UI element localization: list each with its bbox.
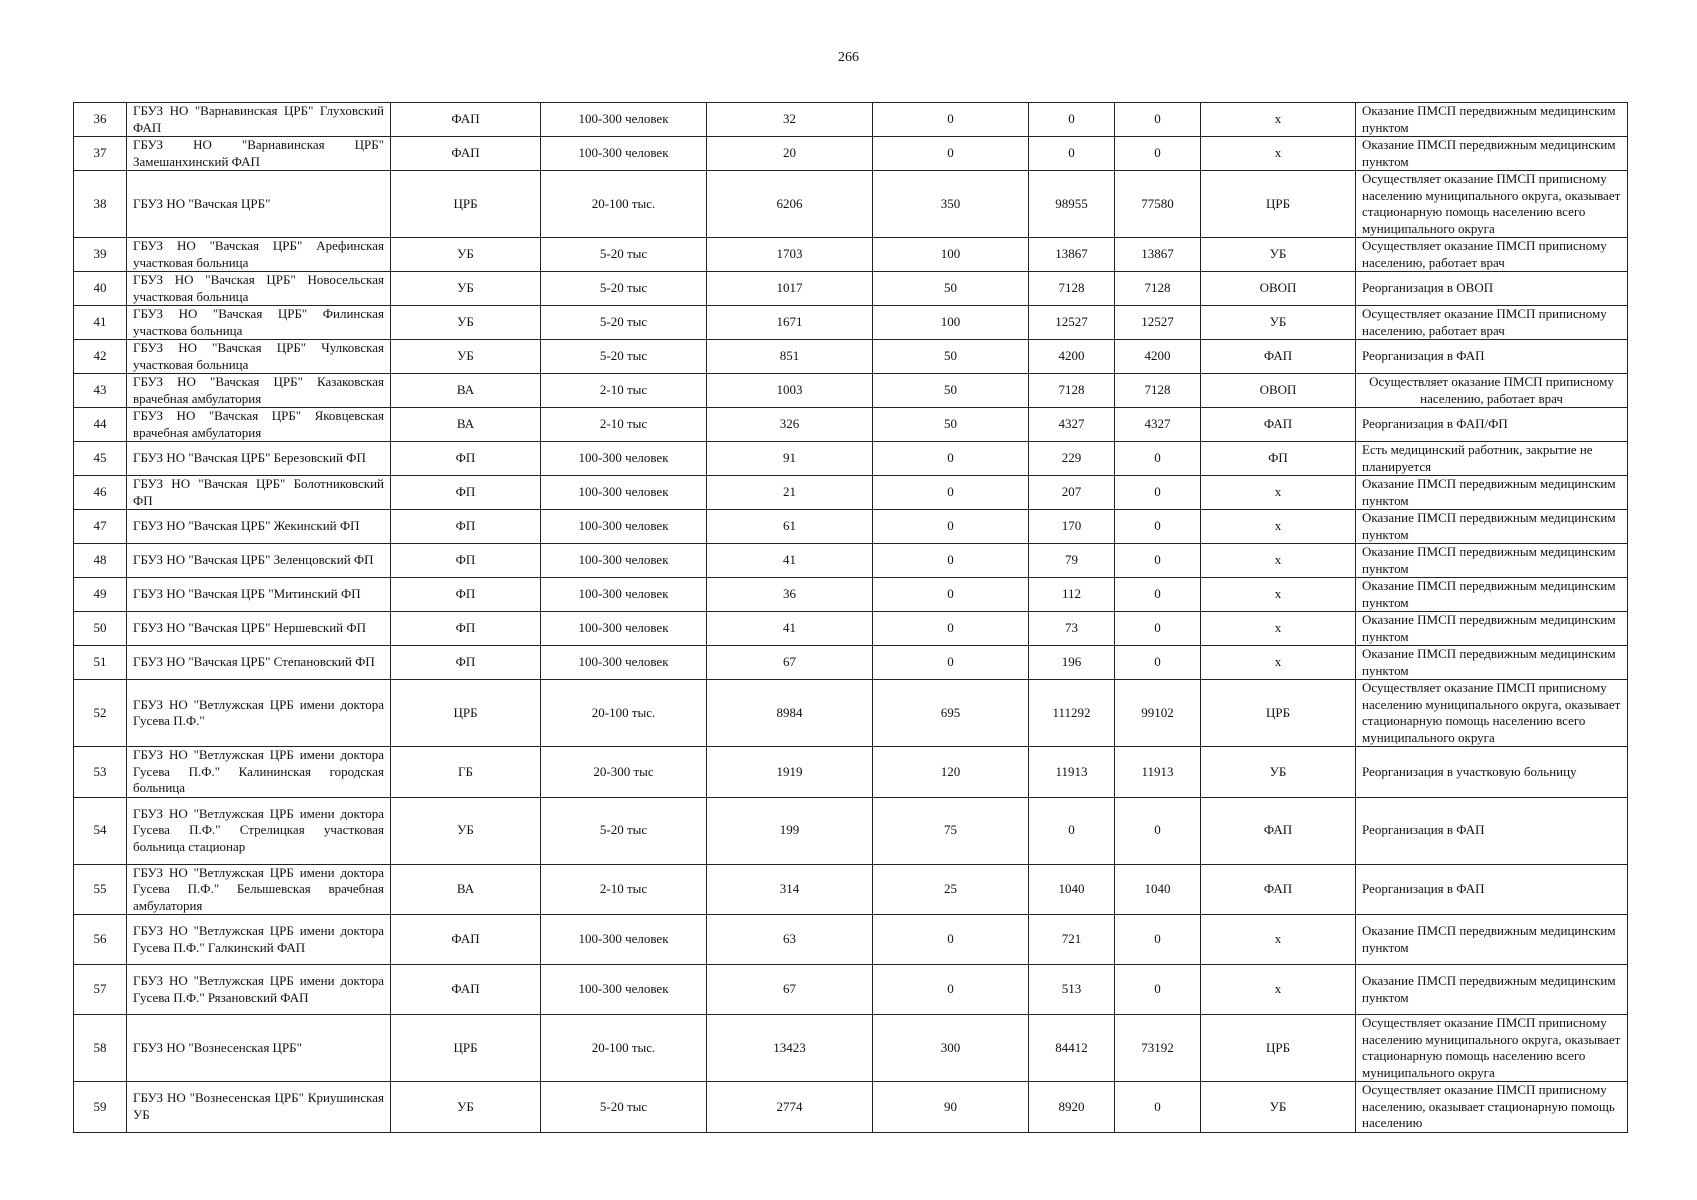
cell-value-4: 0	[1115, 915, 1201, 965]
cell-facility-type: ФП	[391, 646, 541, 680]
table-row	[74, 680, 1628, 747]
cell-value-1: 61	[707, 510, 873, 544]
cell-value-2: 0	[873, 137, 1029, 171]
cell-facility-type: ВА	[391, 374, 541, 408]
cell-value-1: 2774	[707, 1082, 873, 1133]
cell-row-number: 56	[74, 915, 127, 965]
cell-facility-name: ГБУЗ НО "Вачская ЦРБ" Березовский ФП	[127, 442, 391, 476]
table-row	[74, 171, 1628, 238]
cell-note: Есть медицинский работник, закрытие не планируется	[1356, 442, 1628, 476]
cell-value-3: 207	[1029, 476, 1115, 510]
cell-row-number: 49	[74, 578, 127, 612]
cell-value-1: 199	[707, 797, 873, 864]
cell-facility-type: УБ	[391, 797, 541, 864]
table-row	[74, 864, 1628, 915]
cell-value-2: 695	[873, 680, 1029, 747]
cell-value-3: 0	[1029, 103, 1115, 137]
cell-value-1: 63	[707, 915, 873, 965]
cell-facility-name: ГБУЗ НО "Вачская ЦРБ" Арефинская участковая больница	[127, 238, 391, 272]
cell-value-4: 0	[1115, 103, 1201, 137]
cell-value-2: 0	[873, 646, 1029, 680]
cell-row-number: 40	[74, 272, 127, 306]
cell-value-1: 13423	[707, 1015, 873, 1082]
cell-value-3: 8920	[1029, 1082, 1115, 1133]
cell-facility-name: ГБУЗ НО "Вачская ЦРБ" Чулковская участковая больница	[127, 340, 391, 374]
cell-value-1: 326	[707, 408, 873, 442]
cell-value-2: 0	[873, 544, 1029, 578]
cell-facility-name: ГБУЗ НО "Вознесенская ЦРБ" Криушинская УБ	[127, 1082, 391, 1133]
cell-facility-type: ЦРБ	[391, 680, 541, 747]
cell-facility-name: ГБУЗ НО "Вачская ЦРБ" Казаковская врачебная амбулатория	[127, 374, 391, 408]
cell-facility-type: ФП	[391, 476, 541, 510]
table-row	[74, 374, 1628, 408]
cell-planned-type: х	[1201, 965, 1356, 1015]
cell-value-3: 4327	[1029, 408, 1115, 442]
cell-value-2: 50	[873, 374, 1029, 408]
cell-value-1: 36	[707, 578, 873, 612]
cell-row-number: 54	[74, 797, 127, 864]
cell-note: Осуществляет оказание ПМСП приписному населению, работает врач	[1356, 238, 1628, 272]
cell-value-4: 0	[1115, 578, 1201, 612]
cell-value-1: 1703	[707, 238, 873, 272]
cell-value-4: 0	[1115, 544, 1201, 578]
cell-value-4: 0	[1115, 646, 1201, 680]
cell-note: Реорганизация в ОВОП	[1356, 272, 1628, 306]
cell-value-4: 1040	[1115, 864, 1201, 915]
facilities-table	[73, 102, 1628, 1133]
cell-value-3: 170	[1029, 510, 1115, 544]
cell-note: Осуществляет оказание ПМСП приписному населению, оказывает стационарную помощь населению	[1356, 1082, 1628, 1133]
cell-facility-name: ГБУЗ НО "Вачская ЦРБ" Яковцевская врачебная амбулатория	[127, 408, 391, 442]
cell-row-number: 55	[74, 864, 127, 915]
table-row	[74, 544, 1628, 578]
cell-facility-name: ГБУЗ НО "Ветлужская ЦРБ имени доктора Гусева П.Ф." Калининская городская больница	[127, 747, 391, 798]
cell-population-range: 5-20 тыс	[541, 797, 707, 864]
table-row	[74, 578, 1628, 612]
cell-population-range: 100-300 человек	[541, 578, 707, 612]
cell-value-3: 13867	[1029, 238, 1115, 272]
cell-note: Осуществляет оказание ПМСП приписному населению муниципального округа, оказывает стационарную помощь населению всего муниципального округа	[1356, 1015, 1628, 1082]
cell-value-4: 4200	[1115, 340, 1201, 374]
cell-note: Оказание ПМСП передвижным медицинским пунктом	[1356, 103, 1628, 137]
table-row	[74, 646, 1628, 680]
cell-value-2: 350	[873, 171, 1029, 238]
cell-value-1: 1017	[707, 272, 873, 306]
cell-value-4: 12527	[1115, 306, 1201, 340]
cell-population-range: 100-300 человек	[541, 915, 707, 965]
cell-value-2: 0	[873, 476, 1029, 510]
cell-facility-type: ФАП	[391, 103, 541, 137]
cell-row-number: 39	[74, 238, 127, 272]
cell-value-4: 0	[1115, 510, 1201, 544]
cell-value-2: 120	[873, 747, 1029, 798]
cell-value-3: 196	[1029, 646, 1115, 680]
cell-row-number: 43	[74, 374, 127, 408]
table-row	[74, 510, 1628, 544]
cell-value-4: 73192	[1115, 1015, 1201, 1082]
cell-value-1: 851	[707, 340, 873, 374]
cell-note: Оказание ПМСП передвижным медицинским пунктом	[1356, 965, 1628, 1015]
cell-value-3: 7128	[1029, 374, 1115, 408]
cell-facility-type: ФП	[391, 544, 541, 578]
cell-row-number: 44	[74, 408, 127, 442]
cell-value-4: 13867	[1115, 238, 1201, 272]
cell-value-2: 0	[873, 578, 1029, 612]
cell-value-1: 20	[707, 137, 873, 171]
cell-planned-type: х	[1201, 915, 1356, 965]
cell-note: Осуществляет оказание ПМСП приписному населению, работает врач	[1356, 374, 1628, 408]
cell-note: Оказание ПМСП передвижным медицинским пунктом	[1356, 915, 1628, 965]
cell-row-number: 50	[74, 612, 127, 646]
cell-population-range: 100-300 человек	[541, 544, 707, 578]
cell-note: Реорганизация в ФАП/ФП	[1356, 408, 1628, 442]
cell-value-4: 0	[1115, 612, 1201, 646]
cell-population-range: 100-300 человек	[541, 137, 707, 171]
cell-row-number: 38	[74, 171, 127, 238]
cell-row-number: 46	[74, 476, 127, 510]
cell-value-1: 67	[707, 965, 873, 1015]
cell-note: Реорганизация в ФАП	[1356, 340, 1628, 374]
table-row	[74, 272, 1628, 306]
cell-planned-type: УБ	[1201, 306, 1356, 340]
cell-note: Осуществляет оказание ПМСП приписному населению, работает врач	[1356, 306, 1628, 340]
cell-note: Оказание ПМСП передвижным медицинским пунктом	[1356, 578, 1628, 612]
cell-value-3: 229	[1029, 442, 1115, 476]
table-row	[74, 612, 1628, 646]
cell-facility-name: ГБУЗ НО "Вачская ЦРБ "Митинский ФП	[127, 578, 391, 612]
cell-row-number: 48	[74, 544, 127, 578]
cell-row-number: 51	[74, 646, 127, 680]
cell-facility-type: УБ	[391, 340, 541, 374]
cell-facility-name: ГБУЗ НО "Вачская ЦРБ" Жекинский ФП	[127, 510, 391, 544]
cell-facility-name: ГБУЗ НО "Вачская ЦРБ" Нершевский ФП	[127, 612, 391, 646]
cell-value-1: 1003	[707, 374, 873, 408]
cell-facility-type: ФАП	[391, 915, 541, 965]
cell-value-4: 0	[1115, 137, 1201, 171]
cell-facility-type: ФП	[391, 510, 541, 544]
cell-population-range: 2-10 тыс	[541, 408, 707, 442]
cell-value-2: 50	[873, 408, 1029, 442]
cell-value-4: 0	[1115, 965, 1201, 1015]
cell-value-1: 67	[707, 646, 873, 680]
cell-planned-type: ОВОП	[1201, 272, 1356, 306]
cell-value-2: 50	[873, 272, 1029, 306]
cell-value-3: 1040	[1029, 864, 1115, 915]
cell-value-4: 0	[1115, 797, 1201, 864]
table-body	[74, 103, 1628, 1133]
cell-facility-name: ГБУЗ НО "Вачская ЦРБ"	[127, 171, 391, 238]
cell-note: Реорганизация в участковую больницу	[1356, 747, 1628, 798]
cell-value-2: 100	[873, 306, 1029, 340]
cell-note: Оказание ПМСП передвижным медицинским пунктом	[1356, 544, 1628, 578]
table-row	[74, 1082, 1628, 1133]
cell-facility-name: ГБУЗ НО "Вачская ЦРБ" Новосельская участковая больница	[127, 272, 391, 306]
cell-population-range: 5-20 тыс	[541, 272, 707, 306]
cell-facility-name: ГБУЗ НО "Ветлужская ЦРБ имени доктора Гусева П.Ф." Галкинский ФАП	[127, 915, 391, 965]
cell-value-3: 721	[1029, 915, 1115, 965]
cell-population-range: 2-10 тыс	[541, 374, 707, 408]
cell-value-2: 300	[873, 1015, 1029, 1082]
cell-facility-type: ФП	[391, 612, 541, 646]
cell-planned-type: УБ	[1201, 1082, 1356, 1133]
cell-value-1: 1671	[707, 306, 873, 340]
cell-planned-type: х	[1201, 476, 1356, 510]
cell-planned-type: ЦРБ	[1201, 680, 1356, 747]
cell-value-3: 73	[1029, 612, 1115, 646]
cell-facility-type: ВА	[391, 864, 541, 915]
cell-value-1: 41	[707, 544, 873, 578]
cell-value-2: 100	[873, 238, 1029, 272]
cell-facility-type: УБ	[391, 238, 541, 272]
cell-note: Оказание ПМСП передвижным медицинским пунктом	[1356, 510, 1628, 544]
cell-population-range: 100-300 человек	[541, 442, 707, 476]
cell-value-3: 111292	[1029, 680, 1115, 747]
cell-row-number: 36	[74, 103, 127, 137]
cell-population-range: 100-300 человек	[541, 103, 707, 137]
table-row	[74, 306, 1628, 340]
cell-facility-name: ГБУЗ НО "Варнавинская ЦРБ" Замешанхинский ФАП	[127, 137, 391, 171]
cell-planned-type: х	[1201, 646, 1356, 680]
cell-value-1: 6206	[707, 171, 873, 238]
cell-value-2: 0	[873, 965, 1029, 1015]
table-row	[74, 1015, 1628, 1082]
cell-note: Оказание ПМСП передвижным медицинским пунктом	[1356, 612, 1628, 646]
table-row	[74, 747, 1628, 798]
cell-value-4: 0	[1115, 1082, 1201, 1133]
cell-note: Оказание ПМСП передвижным медицинским пунктом	[1356, 476, 1628, 510]
cell-planned-type: ЦРБ	[1201, 1015, 1356, 1082]
cell-note: Оказание ПМСП передвижным медицинским пунктом	[1356, 137, 1628, 171]
cell-row-number: 42	[74, 340, 127, 374]
cell-value-3: 0	[1029, 137, 1115, 171]
cell-value-4: 7128	[1115, 272, 1201, 306]
cell-row-number: 57	[74, 965, 127, 1015]
cell-facility-type: ВА	[391, 408, 541, 442]
cell-population-range: 5-20 тыс	[541, 340, 707, 374]
cell-population-range: 2-10 тыс	[541, 864, 707, 915]
cell-facility-type: ФАП	[391, 137, 541, 171]
cell-population-range: 20-100 тыс.	[541, 171, 707, 238]
table-row	[74, 915, 1628, 965]
cell-value-3: 11913	[1029, 747, 1115, 798]
table-row	[74, 238, 1628, 272]
cell-facility-type: ФП	[391, 442, 541, 476]
cell-planned-type: ФАП	[1201, 340, 1356, 374]
table-row	[74, 476, 1628, 510]
cell-value-4: 11913	[1115, 747, 1201, 798]
cell-value-2: 25	[873, 864, 1029, 915]
table-row	[74, 340, 1628, 374]
cell-population-range: 100-300 человек	[541, 965, 707, 1015]
cell-note: Реорганизация в ФАП	[1356, 864, 1628, 915]
cell-row-number: 59	[74, 1082, 127, 1133]
cell-note: Осуществляет оказание ПМСП приписному населению муниципального округа, оказывает стационарную помощь населению всего муниципального округа	[1356, 171, 1628, 238]
cell-planned-type: х	[1201, 544, 1356, 578]
cell-facility-name: ГБУЗ НО "Ветлужская ЦРБ имени доктора Гусева П.Ф."	[127, 680, 391, 747]
cell-facility-type: ФАП	[391, 965, 541, 1015]
cell-value-4: 99102	[1115, 680, 1201, 747]
cell-planned-type: ФАП	[1201, 408, 1356, 442]
cell-row-number: 58	[74, 1015, 127, 1082]
cell-facility-type: УБ	[391, 1082, 541, 1133]
cell-value-4: 0	[1115, 442, 1201, 476]
table-row	[74, 408, 1628, 442]
cell-value-2: 90	[873, 1082, 1029, 1133]
cell-facility-name: ГБУЗ НО "Ветлужская ЦРБ имени доктора Гусева П.Ф." Стрелицкая участковая больница стационар	[127, 797, 391, 864]
cell-value-4: 4327	[1115, 408, 1201, 442]
cell-facility-type: ЦРБ	[391, 171, 541, 238]
table-row	[74, 797, 1628, 864]
cell-facility-type: ГБ	[391, 747, 541, 798]
cell-value-1: 32	[707, 103, 873, 137]
cell-value-1: 41	[707, 612, 873, 646]
cell-value-1: 8984	[707, 680, 873, 747]
cell-value-1: 314	[707, 864, 873, 915]
cell-value-2: 0	[873, 915, 1029, 965]
page-number: 266	[838, 50, 859, 65]
cell-value-3: 7128	[1029, 272, 1115, 306]
cell-note: Реорганизация в ФАП	[1356, 797, 1628, 864]
cell-value-2: 0	[873, 442, 1029, 476]
cell-value-1: 91	[707, 442, 873, 476]
cell-value-1: 1919	[707, 747, 873, 798]
cell-planned-type: ФАП	[1201, 797, 1356, 864]
cell-population-range: 5-20 тыс	[541, 1082, 707, 1133]
cell-facility-name: ГБУЗ НО "Вознесенская ЦРБ"	[127, 1015, 391, 1082]
cell-planned-type: УБ	[1201, 238, 1356, 272]
cell-note: Осуществляет оказание ПМСП приписному населению муниципального округа, оказывает стационарную помощь населению всего муниципального округа	[1356, 680, 1628, 747]
cell-value-3: 112	[1029, 578, 1115, 612]
cell-value-1: 21	[707, 476, 873, 510]
cell-population-range: 20-100 тыс.	[541, 1015, 707, 1082]
cell-value-3: 12527	[1029, 306, 1115, 340]
cell-planned-type: ЦРБ	[1201, 171, 1356, 238]
cell-value-2: 0	[873, 510, 1029, 544]
table-row	[74, 442, 1628, 476]
cell-value-4: 77580	[1115, 171, 1201, 238]
cell-planned-type: х	[1201, 137, 1356, 171]
cell-value-2: 75	[873, 797, 1029, 864]
cell-facility-name: ГБУЗ НО "Варнавинская ЦРБ" Глуховский ФАП	[127, 103, 391, 137]
cell-facility-name: ГБУЗ НО "Ветлужская ЦРБ имени доктора Гусева П.Ф." Рязановский ФАП	[127, 965, 391, 1015]
cell-planned-type: х	[1201, 103, 1356, 137]
cell-population-range: 5-20 тыс	[541, 238, 707, 272]
table-row	[74, 137, 1628, 171]
table-row	[74, 965, 1628, 1015]
cell-value-2: 0	[873, 103, 1029, 137]
cell-value-3: 0	[1029, 797, 1115, 864]
cell-facility-type: ФП	[391, 578, 541, 612]
cell-population-range: 5-20 тыс	[541, 306, 707, 340]
cell-note: Оказание ПМСП передвижным медицинским пунктом	[1356, 646, 1628, 680]
cell-planned-type: ФАП	[1201, 864, 1356, 915]
cell-population-range: 20-300 тыс	[541, 747, 707, 798]
cell-value-3: 513	[1029, 965, 1115, 1015]
cell-planned-type: ФП	[1201, 442, 1356, 476]
cell-population-range: 20-100 тыс.	[541, 680, 707, 747]
cell-value-3: 98955	[1029, 171, 1115, 238]
cell-planned-type: х	[1201, 510, 1356, 544]
cell-facility-name: ГБУЗ НО "Вачская ЦРБ" Филинская участкова больница	[127, 306, 391, 340]
cell-value-2: 50	[873, 340, 1029, 374]
cell-population-range: 100-300 человек	[541, 612, 707, 646]
cell-row-number: 52	[74, 680, 127, 747]
cell-value-3: 84412	[1029, 1015, 1115, 1082]
cell-planned-type: ОВОП	[1201, 374, 1356, 408]
cell-value-4: 7128	[1115, 374, 1201, 408]
cell-planned-type: х	[1201, 612, 1356, 646]
cell-row-number: 37	[74, 137, 127, 171]
cell-value-3: 79	[1029, 544, 1115, 578]
cell-facility-name: ГБУЗ НО "Ветлужская ЦРБ имени доктора Гусева П.Ф." Белышевская врачебная амбулатория	[127, 864, 391, 915]
cell-value-3: 4200	[1029, 340, 1115, 374]
cell-row-number: 47	[74, 510, 127, 544]
cell-value-2: 0	[873, 612, 1029, 646]
cell-facility-name: ГБУЗ НО "Вачская ЦРБ" Степановский ФП	[127, 646, 391, 680]
cell-population-range: 100-300 человек	[541, 646, 707, 680]
cell-facility-type: УБ	[391, 272, 541, 306]
cell-row-number: 53	[74, 747, 127, 798]
cell-population-range: 100-300 человек	[541, 476, 707, 510]
cell-facility-type: ЦРБ	[391, 1015, 541, 1082]
cell-planned-type: УБ	[1201, 747, 1356, 798]
cell-population-range: 100-300 человек	[541, 510, 707, 544]
cell-row-number: 41	[74, 306, 127, 340]
cell-facility-name: ГБУЗ НО "Вачская ЦРБ" Болотниковский ФП	[127, 476, 391, 510]
table-row	[74, 103, 1628, 137]
cell-value-4: 0	[1115, 476, 1201, 510]
cell-planned-type: х	[1201, 578, 1356, 612]
cell-facility-name: ГБУЗ НО "Вачская ЦРБ" Зеленцовский ФП	[127, 544, 391, 578]
cell-row-number: 45	[74, 442, 127, 476]
cell-facility-type: УБ	[391, 306, 541, 340]
